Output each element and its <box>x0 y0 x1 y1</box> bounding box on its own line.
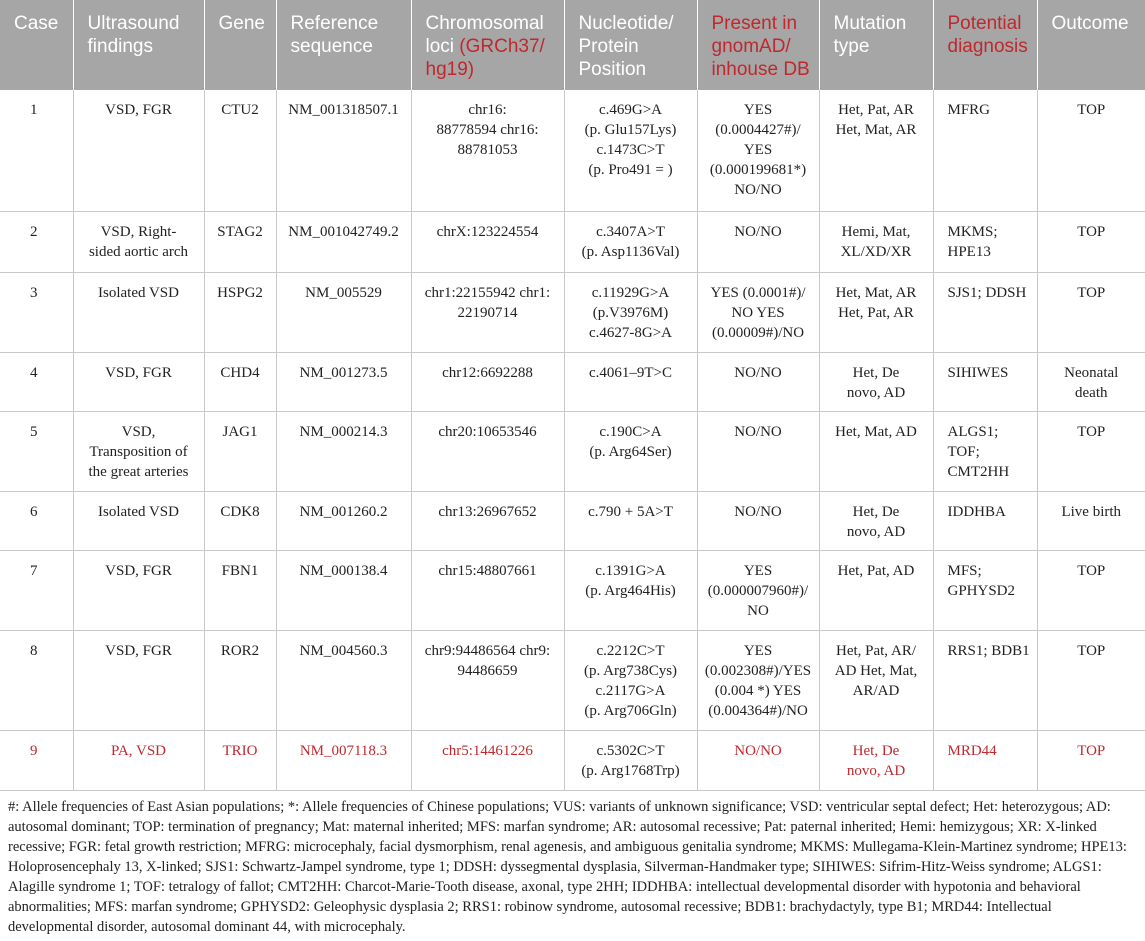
cell-line: Neonatal <box>1064 364 1119 381</box>
mutation-cell <box>819 550 933 630</box>
cell-line: chr5:14461226 <box>442 742 533 759</box>
cell-line: chrX:123224554 <box>436 223 539 240</box>
cell-line: VSD, FGR <box>105 102 172 118</box>
header-label-highlight: Present in gnomAD/ inhouse DB <box>711 13 810 80</box>
cell-line: (0.0004427#)/ <box>715 122 801 138</box>
cell-line: (0.004 *) YES <box>714 682 802 699</box>
header-potential-diagnosis <box>933 0 1037 90</box>
cell-line: CMT2HH <box>947 463 1010 480</box>
case-cell: 2 <box>0 211 73 272</box>
gnomad-cell <box>697 550 819 630</box>
diagnosis-cell <box>933 491 1037 550</box>
gnomad-cell <box>697 730 819 790</box>
cell-line: (p. Arg1768Trp) <box>581 762 680 779</box>
cell-line: (p. Arg706Gln) <box>584 702 677 719</box>
diagnosis-cell <box>933 272 1037 352</box>
cell-line: c.790 + 5A>T <box>588 503 673 520</box>
cell-line: YES <box>743 142 773 158</box>
cell-line: MRD44 <box>947 742 997 759</box>
cell-line: (p.V3976M) <box>592 304 669 321</box>
gene-cell: FBN1 <box>204 550 276 630</box>
cell-line: NO/NO <box>734 503 782 520</box>
cell-line: chr1:22155942 chr1: <box>424 284 551 301</box>
cell-line: (0.00009#)/NO <box>711 324 805 341</box>
cell-line: NO/NO <box>734 182 782 198</box>
position-cell <box>564 272 697 352</box>
cell-line: VSD, FGR <box>105 562 172 579</box>
header-nucleotide-protein-position <box>564 0 697 90</box>
gnomad-cell <box>697 272 819 352</box>
gnomad-cell <box>697 90 819 211</box>
findings-cell <box>73 352 204 411</box>
cell-line: Het, De <box>852 364 900 381</box>
position-cell <box>564 550 697 630</box>
cell-line: PA, VSD <box>110 742 167 759</box>
mutation-cell <box>819 630 933 730</box>
cell-line: AR/AD <box>852 682 900 699</box>
header-label: Reference sequence <box>290 13 379 57</box>
cell-line: c.469G>A <box>598 102 663 118</box>
cell-line: VSD, FGR <box>105 364 172 381</box>
cell-line: SJS1; DDSH <box>947 284 1027 301</box>
position-cell <box>564 211 697 272</box>
cell-line: Het, De <box>852 742 900 759</box>
cell-line: c.190C>A <box>599 423 662 440</box>
reference-cell: NM_004560.3 <box>276 630 411 730</box>
header-case <box>0 0 73 90</box>
mutation-cell <box>819 211 933 272</box>
header-label: Outcome <box>1051 13 1129 34</box>
diagnosis-cell <box>933 411 1037 491</box>
cell-line: 88781053 <box>457 142 518 158</box>
table-row <box>0 630 1145 730</box>
cell-line: c.1473C>T <box>596 142 665 158</box>
loci-cell <box>411 352 564 411</box>
header-label: Gene <box>218 13 265 34</box>
header-outcome <box>1037 0 1145 90</box>
cell-line: (p. Glu157Lys) <box>584 122 677 138</box>
cell-line: 88778594 chr16: <box>436 122 539 138</box>
findings-cell <box>73 90 204 211</box>
cell-line: GPHYSD2 <box>947 582 1016 599</box>
cell-line: c.5302C>T <box>596 742 665 759</box>
cell-line: VSD, <box>121 423 156 440</box>
gene-cell: CDK8 <box>204 491 276 550</box>
cell-line: death <box>1075 384 1108 401</box>
diagnosis-cell <box>933 90 1037 211</box>
cell-line: TOP <box>1077 423 1106 440</box>
cell-line: (0.000199681*) <box>709 162 807 178</box>
cell-line: (0.000007960#)/ <box>707 582 809 599</box>
position-cell <box>564 90 697 211</box>
position-cell <box>564 491 697 550</box>
cell-line: AD Het, Mat, <box>834 662 918 679</box>
diagnosis-cell <box>933 550 1037 630</box>
gnomad-cell <box>697 630 819 730</box>
table-row <box>0 211 1145 272</box>
cell-line: YES <box>743 102 773 118</box>
case-cell: 4 <box>0 352 73 411</box>
cell-line: NO/NO <box>734 423 782 440</box>
cell-line: (p. Asp1136Val) <box>581 243 680 260</box>
cell-line: TOP <box>1077 223 1106 240</box>
cell-line: Het, Pat, AR <box>838 102 914 118</box>
cell-line: c.2117G>A <box>595 682 666 699</box>
table-row <box>0 90 1145 211</box>
cell-line: YES (0.0001#)/ <box>710 284 806 301</box>
reference-cell: NM_001260.2 <box>276 491 411 550</box>
header-label-highlight: (GRCh37/ hg19) <box>425 36 545 80</box>
outcome-cell <box>1037 211 1145 272</box>
reference-cell: NM_000214.3 <box>276 411 411 491</box>
loci-cell <box>411 491 564 550</box>
gnomad-cell <box>697 211 819 272</box>
header-label: Mutation type <box>833 13 907 57</box>
case-cell: 6 <box>0 491 73 550</box>
loci-cell <box>411 211 564 272</box>
gene-cell: CHD4 <box>204 352 276 411</box>
cell-line: Hemi, Mat, <box>841 223 911 240</box>
position-cell <box>564 411 697 491</box>
gnomad-cell <box>697 411 819 491</box>
reference-cell: NM_007118.3 <box>276 730 411 790</box>
loci-cell <box>411 272 564 352</box>
loci-cell <box>411 730 564 790</box>
table-row <box>0 550 1145 630</box>
gnomad-cell <box>697 491 819 550</box>
cell-line: ALGS1; TOF; <box>947 423 999 460</box>
cell-line: Isolated VSD <box>98 503 179 520</box>
reference-cell: NM_001273.5 <box>276 352 411 411</box>
table-footnote: #: Allele frequencies of East Asian populations; *: Allele frequencies of Chinese populations; VUS: variants of unknown significance; VSD: ventricular septal defect; Het: heterozygous; AD: autosomal dominant; TOP: termination of pregnancy; Mat: maternal inherited; MFS: marfan syndrome; AR: autosomal recessive; Pat: paternal inherited; Hemi: hemizygous; XR: X-linked recessive; FGR: fetal growth restriction; MFRG: microcephaly, facial dysmorphism, renal agenesis, and ambiguous genitalia syndrome; MKMS: Mullegama-Klein-Martinez syndrome; HPE13: Holoprosencephaly 13, X-linked; SJS1: Schwartz-Jampel syndrome, type 1; DDSH: dyssegmental dysplasia, Silverman-Handmaker type; SIHIWES: Sifrim-Hitz-Weiss syndrome; ALGS1: Alagille syndrome 1; TOF: tetralogy of fallot; CMT2HH: Charcot-Marie-Tooth disease, axonal, type 2HH; IDDHBA: intellectual developmental disorder with hypotonia and behavioral abnormalities; MFS: marfan syndrome; GPHYSD2: Geleophysic dysplasia 2; RRS1: robinow syndrome, autosomal recessive; BDB1: brachydactyly, type B1; MRD44: Intellectual developmental disorder, autosomal dominant 44, with microcephaly. <box>8 798 1127 935</box>
cell-line: SIHIWES <box>947 364 1009 381</box>
table-row <box>0 491 1145 550</box>
cell-line: c.2212C>T <box>596 642 665 659</box>
cell-line: Het, Mat, AR <box>835 122 917 138</box>
mutation-cell <box>819 491 933 550</box>
cell-line: NO/NO <box>734 223 782 240</box>
loci-cell <box>411 550 564 630</box>
table-row <box>0 272 1145 352</box>
reference-cell: NM_005529 <box>276 272 411 352</box>
position-cell <box>564 730 697 790</box>
mutation-cell <box>819 272 933 352</box>
findings-cell <box>73 491 204 550</box>
cell-line: TOP <box>1077 102 1106 118</box>
header-ultrasound-findings <box>73 0 204 90</box>
case-cell: 1 <box>0 90 73 211</box>
cell-line: NO/NO <box>734 742 782 759</box>
outcome-cell <box>1037 630 1145 730</box>
cell-line: TOP <box>1077 562 1106 579</box>
header-label: Chromosomal loci <box>425 13 544 57</box>
findings-cell <box>73 211 204 272</box>
cell-line: HPE13 <box>947 243 991 260</box>
mutation-cell <box>819 352 933 411</box>
cell-line: (p. Arg64Ser) <box>589 443 672 460</box>
case-cell: 9 <box>0 730 73 790</box>
table-row <box>0 730 1145 790</box>
cell-line: chr13:26967652 <box>438 503 537 520</box>
cell-line: NO YES <box>731 304 785 321</box>
cell-line: (0.002308#)/YES <box>704 662 812 679</box>
cell-line: RRS1; BDB1 <box>947 642 1030 659</box>
cell-line: c.11929G>A <box>591 284 670 301</box>
findings-cell <box>73 550 204 630</box>
mutation-cell <box>819 90 933 211</box>
cell-line: chr16: <box>468 102 507 118</box>
loci-cell <box>411 411 564 491</box>
cell-line: MKMS; <box>947 223 998 240</box>
reference-cell: NM_001042749.2 <box>276 211 411 272</box>
gnomad-cell <box>697 352 819 411</box>
loci-cell <box>411 90 564 211</box>
gene-cell: STAG2 <box>204 211 276 272</box>
cell-line: MFRG <box>947 102 991 118</box>
table-row <box>0 411 1145 491</box>
header-label-highlight: Potential diagnosis <box>947 13 1028 57</box>
table-row <box>0 352 1145 411</box>
cell-line: c.4061–9T>C <box>588 364 673 381</box>
cell-line: TOP <box>1077 742 1106 759</box>
cell-line: VSD, FGR <box>105 642 172 659</box>
gene-cell: HSPG2 <box>204 272 276 352</box>
gene-cell: TRIO <box>204 730 276 790</box>
position-cell <box>564 630 697 730</box>
cell-line: c.3407A>T <box>596 223 665 240</box>
cell-line: novo, AD <box>846 762 906 779</box>
findings-cell <box>73 272 204 352</box>
table-header <box>0 0 1145 90</box>
diagnosis-cell <box>933 211 1037 272</box>
cell-line: (0.004364#)/NO <box>708 702 808 719</box>
cell-line: sided aortic arch <box>88 243 189 260</box>
header-reference-sequence <box>276 0 411 90</box>
cell-line: Het, De <box>852 503 900 520</box>
outcome-cell <box>1037 491 1145 550</box>
mutation-cell <box>819 730 933 790</box>
reference-cell: NM_001318507.1 <box>276 90 411 211</box>
diagnosis-cell <box>933 730 1037 790</box>
cell-line: chr12:6692288 <box>442 364 533 381</box>
reference-cell: NM_000138.4 <box>276 550 411 630</box>
cell-line: MFS; <box>947 562 982 579</box>
cell-line: Transposition of <box>89 443 188 460</box>
cell-line: chr20:10653546 <box>438 423 537 440</box>
cell-line: TOP <box>1077 284 1106 301</box>
outcome-cell <box>1037 730 1145 790</box>
header-label: Case <box>14 13 59 34</box>
case-cell: 7 <box>0 550 73 630</box>
position-cell <box>564 352 697 411</box>
case-cell: 8 <box>0 630 73 730</box>
header-chromosomal-loci <box>411 0 564 90</box>
cell-line: (p. Arg738Cys) <box>583 662 678 679</box>
header-row <box>0 0 1145 90</box>
findings-cell <box>73 730 204 790</box>
gene-cell: ROR2 <box>204 630 276 730</box>
cell-line: Het, Pat, AD <box>837 562 915 579</box>
outcome-cell <box>1037 272 1145 352</box>
outcome-cell <box>1037 550 1145 630</box>
cell-line: YES <box>743 642 773 659</box>
gene-cell: CTU2 <box>204 90 276 211</box>
cell-line: chr15:48807661 <box>438 562 537 579</box>
cell-line: novo, AD <box>846 384 906 401</box>
header-label: Nucleotide/ Protein Position <box>578 13 674 80</box>
gene-cell: JAG1 <box>204 411 276 491</box>
cell-line: Het, Pat, AR <box>838 304 914 321</box>
cell-line: Het, Pat, AR/ <box>835 642 916 659</box>
findings-cell <box>73 630 204 730</box>
cell-line: 22190714 <box>457 304 518 321</box>
case-cell: 5 <box>0 411 73 491</box>
outcome-cell <box>1037 90 1145 211</box>
cell-line: Het, Mat, AR <box>835 284 917 301</box>
cell-line: c.1391G>A <box>595 562 666 579</box>
mutation-cell <box>819 411 933 491</box>
cell-line: (p. Arg464His) <box>585 582 676 599</box>
cell-line: NO <box>747 602 769 619</box>
cell-line: IDDHBA <box>947 503 1006 520</box>
diagnosis-cell <box>933 630 1037 730</box>
cell-line: c.4627-8G>A <box>588 324 673 341</box>
cell-line: TOP <box>1077 642 1106 659</box>
outcome-cell <box>1037 352 1145 411</box>
cell-line: VSD, Right- <box>100 223 177 240</box>
table-body <box>0 90 1145 790</box>
cell-line: NO/NO <box>734 364 782 381</box>
case-cell: 3 <box>0 272 73 352</box>
loci-cell <box>411 630 564 730</box>
outcome-cell <box>1037 411 1145 491</box>
cell-line: Live birth <box>1061 503 1122 520</box>
header-label: Ultrasound findings <box>87 13 180 57</box>
cell-line: the great arteries <box>88 463 189 480</box>
diagnosis-cell <box>933 352 1037 411</box>
cell-line: novo, AD <box>846 523 906 540</box>
cell-line: 94486659 <box>457 662 518 679</box>
cell-line: Isolated VSD <box>98 284 179 301</box>
cell-line: Het, Mat, AD <box>835 423 917 440</box>
cell-line: YES <box>743 562 773 579</box>
header-mutation-type <box>819 0 933 90</box>
header-present-in-gnomad <box>697 0 819 90</box>
header-gene <box>204 0 276 90</box>
findings-cell <box>73 411 204 491</box>
cell-line: chr9:94486564 chr9: <box>424 642 551 659</box>
cell-line: XL/XD/XR <box>840 243 912 260</box>
cell-line: (p. Pro491 = ) <box>588 162 673 178</box>
